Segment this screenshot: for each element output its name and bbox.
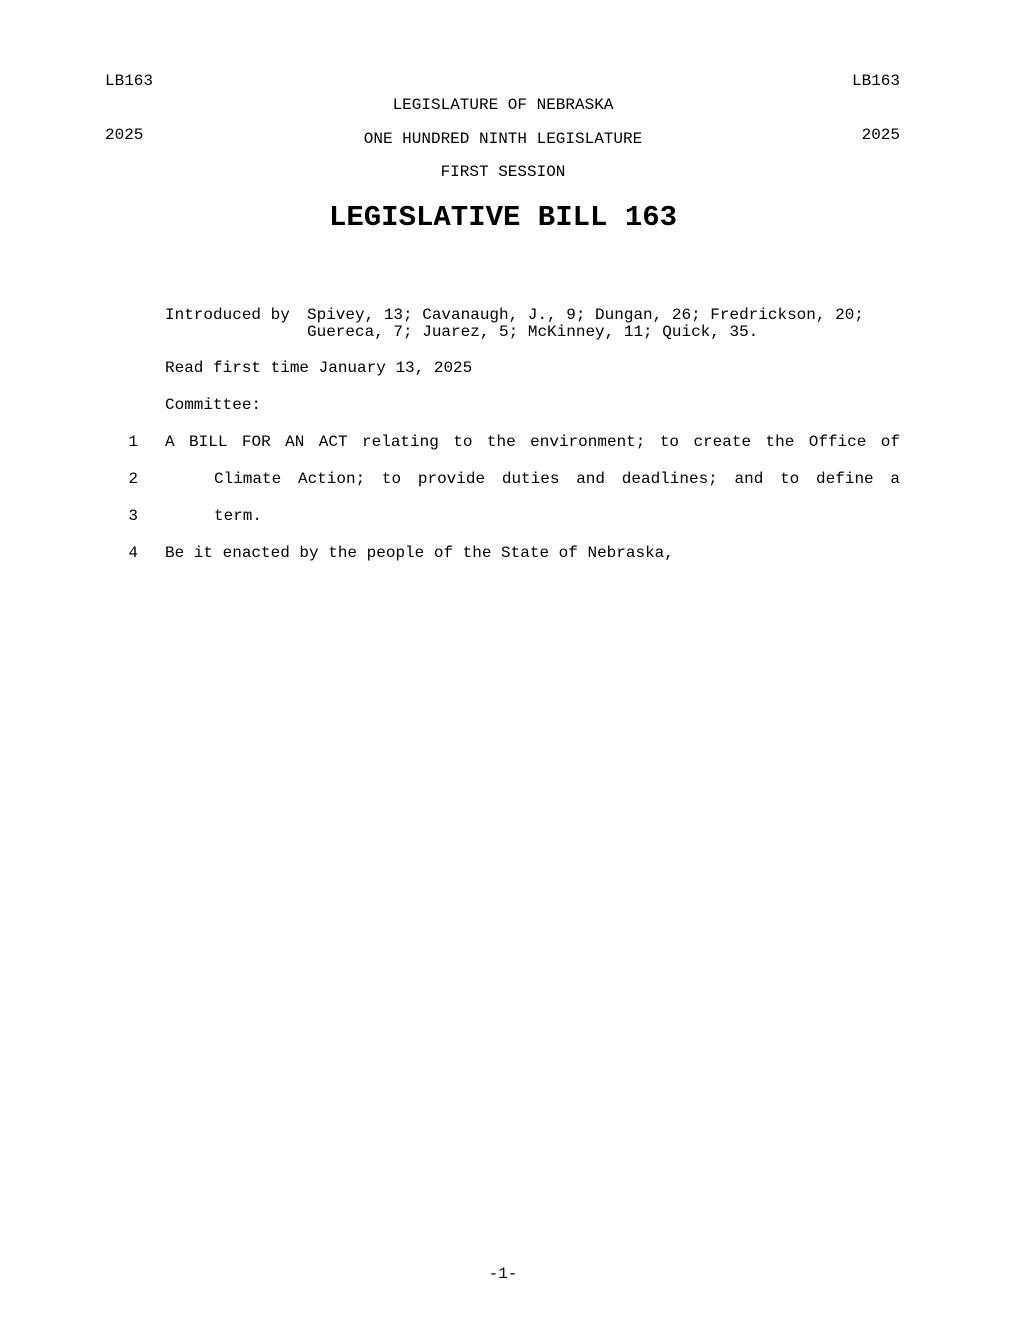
- session-label: FIRST SESSION: [440, 163, 566, 181]
- page-title: LEGISLATIVE BILL 163: [328, 201, 678, 234]
- read-first-time: Read first time January 13, 2025: [165, 359, 473, 377]
- line-number-3: 3: [128, 507, 138, 525]
- page-number: -1-: [488, 1265, 518, 1283]
- header-year-right: 2025: [861, 126, 900, 144]
- header-year-left: 2025: [105, 126, 144, 144]
- bill-text-line-2: Climate Action; to provide duties and deadlines; and to define a: [214, 470, 900, 488]
- sponsors-line-2: Guereca, 7; Juarez, 5; McKinney, 11; Quick, 35.: [307, 323, 759, 341]
- line-number-2: 2: [128, 470, 138, 488]
- line-number-1: 1: [128, 433, 138, 451]
- introduced-by-label: Introduced by: [165, 306, 290, 324]
- committee-label: Committee:: [165, 396, 262, 414]
- legislature-name: LEGISLATURE OF NEBRASKA: [392, 96, 614, 114]
- session-name: ONE HUNDRED NINTH LEGISLATURE: [363, 130, 643, 148]
- sponsors-line-1: Spivey, 13; Cavanaugh, J., 9; Dungan, 26; Fredrickson, 20;: [307, 306, 864, 324]
- enacting-clause: Be it enacted by the people of the State of Nebraska,: [165, 544, 674, 562]
- line-number-4: 4: [128, 544, 138, 562]
- header-bill-number-left: LB163: [105, 72, 154, 90]
- bill-text-line-3: term.: [214, 507, 263, 525]
- header-bill-number-right: LB163: [851, 72, 900, 90]
- bill-text-line-1: A BILL FOR AN ACT relating to the environment; to create the Office of: [165, 433, 900, 451]
